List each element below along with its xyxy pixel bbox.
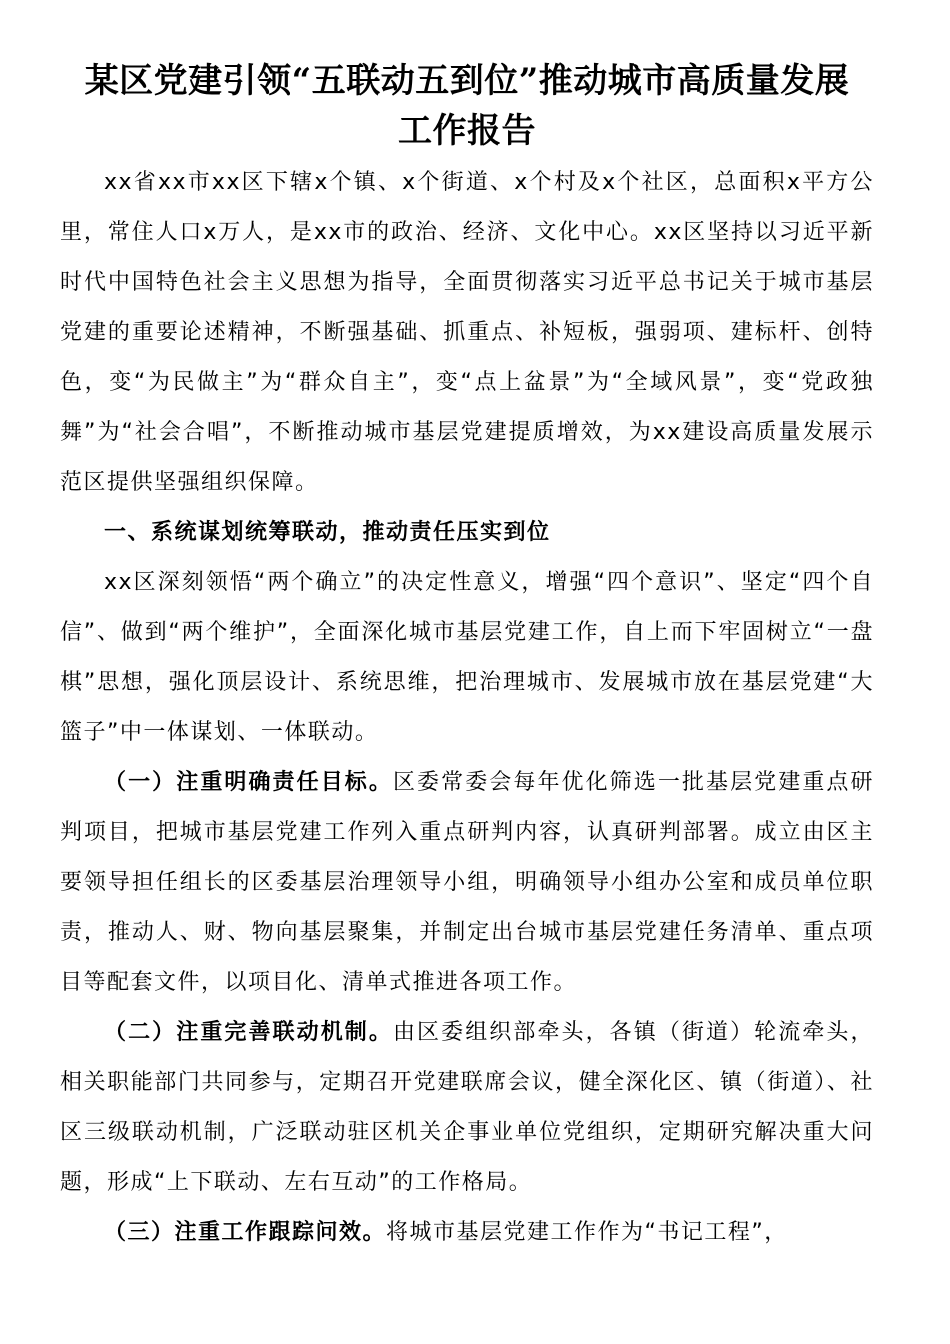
section-1-heading: 一、系统谋划统筹联动，推动责任压实到位 <box>104 520 551 545</box>
item-3-text: 将城市基层党建工作作为“书记工程”， <box>386 1220 788 1245</box>
title-line-2: 工作报告 <box>398 111 536 151</box>
item-1-text: 区委常委会每年优化筛选一批基层党建重点研判项目，把城市基层党建工作列入重点研判内容，认真研判部署。成立由区主要领导担任组长的区委基层治理领导小组，明确领导小组办公室和成员单位职责，推动人、财、物向基层聚集，并制定出台城市基层党建任务清单、重点项目等配套文件，以项目化、清单式推进各项工作。 <box>60 770 874 995</box>
title-line-1: 某区党建引领“五联动五到位”推动城市高质量发展 <box>84 61 850 101</box>
section-1-item-1 <box>60 758 874 1008</box>
item-2-text: 由区委组织部牵头，各镇（街道）轮流牵头，相关职能部门共同参与，定期召开党建联席会议，健全深化区、镇（街道）、社区三级联动机制，广泛联动驻区机关企事业单位党组织，定期研究解决重大问题，形成“上下联动、左右互动”的工作格局。 <box>60 1020 874 1195</box>
section-1-item-3 <box>60 1208 874 1258</box>
item-3-lead: （三）注重工作跟踪问效。 <box>104 1220 387 1245</box>
section-1-item-2 <box>60 1008 874 1208</box>
item-1-lead: （一）注重明确责任目标。 <box>104 770 393 795</box>
document-title <box>60 58 874 154</box>
intro-paragraph: xx省xx市xx区下辖x个镇、x个街道、x个村及x个社区，总面积x平方公里，常住人口x万人，是xx市的政治、经济、文化中心。xx区坚持以习近平新时代中国特色社会主义思想为指导，全面贯彻落实习近平总书记关于城市基层党建的重要论述精神，不断强基础、抓重点、补短板，强弱项、建标杆、创特色，变“为民做主”为“群众自主”，变“点上盆景”为“全域风景”，变“党政独舞”为“社会合唱”，不断推动城市基层党建提质增效，为xx建设高质量发展示范区提供坚强组织保障。 <box>60 170 874 495</box>
section-1-body: xx区深刻领悟“两个确立”的决定性意义，增强“四个意识”、坚定“四个自信”、做到“两个维护”，全面深化城市基层党建工作，自上而下牢固树立“一盘棋”思想，强化顶层设计、系统思维，把治理城市、发展城市放在基层党建“大篮子”中一体谋划、一体联动。 <box>60 570 874 745</box>
item-2-lead: （二）注重完善联动机制。 <box>104 1020 393 1045</box>
